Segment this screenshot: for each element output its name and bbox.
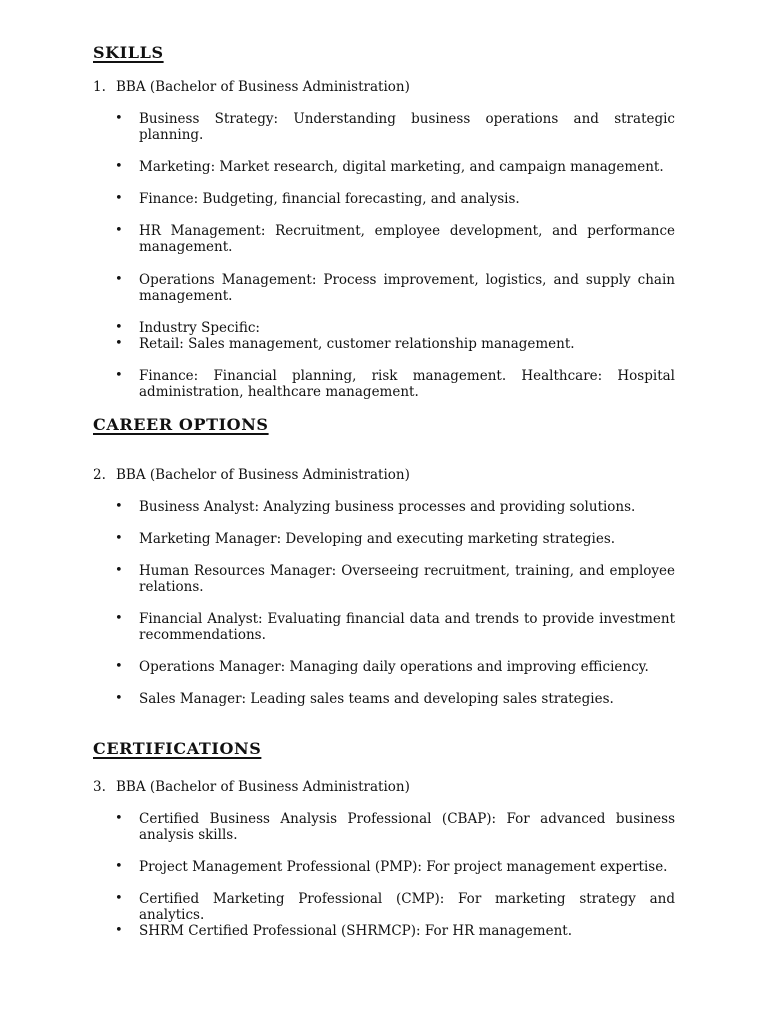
career-program: BBA (Bachelor of Business Administration) (116, 467, 410, 483)
skill-item (115, 320, 675, 336)
bullet-icon: • (115, 531, 123, 546)
career-item (115, 563, 675, 595)
skill-item-text: Industry Specific: (139, 320, 260, 336)
certification-item (115, 923, 675, 939)
skill-item-text: Operations Management: Process improvement, logistics, and supply chain management. (139, 272, 675, 304)
skill-item (115, 223, 675, 255)
skill-item-text: Marketing: Market research, digital marketing, and campaign management. (139, 159, 664, 175)
certification-item-text: SHRM Certified Professional (SHRMCP): For HR management. (139, 923, 572, 939)
certification-item-text: Certified Marketing Professional (CMP): For marketing strategy and analytics. (139, 891, 675, 923)
certification-item (115, 859, 675, 875)
certifications-number: 3. (93, 779, 106, 795)
career-item-text: Business Analyst: Analyzing business processes and providing solutions. (139, 499, 636, 515)
bullet-icon: • (115, 336, 123, 351)
career-program-line (93, 467, 410, 483)
bullet-icon: • (115, 891, 123, 906)
skills-number: 1. (93, 79, 106, 95)
career-item-text: Human Resources Manager: Overseeing recruitment, training, and employee relations. (139, 563, 675, 595)
skill-item-text: Finance: Financial planning, risk management. Healthcare: Hospital administration, healthcare management. (139, 368, 675, 400)
bullet-icon: • (115, 563, 123, 578)
bullet-icon: • (115, 111, 123, 126)
skills-program: BBA (Bachelor of Business Administration) (116, 79, 410, 95)
bullet-icon: • (115, 368, 123, 383)
career-item-text: Sales Manager: Leading sales teams and developing sales strategies. (139, 691, 614, 707)
certification-item (115, 891, 675, 923)
career-options-heading: CAREER OPTIONS (93, 415, 269, 434)
certifications-heading: CERTIFICATIONS (93, 739, 262, 758)
bullet-icon: • (115, 811, 123, 826)
skill-item (115, 159, 675, 175)
skill-item-text: HR Management: Recruitment, employee development, and performance management. (139, 223, 675, 255)
career-item-text: Operations Manager: Managing daily operations and improving efficiency. (139, 659, 649, 675)
career-item-text: Financial Analyst: Evaluating financial data and trends to provide investment recommendations. (139, 611, 675, 643)
career-item (115, 499, 675, 515)
skill-item (115, 336, 675, 352)
skills-program-line (93, 79, 410, 95)
bullet-icon: • (115, 499, 123, 514)
bullet-icon: • (115, 691, 123, 706)
bullet-icon: • (115, 611, 123, 626)
skill-item (115, 368, 675, 400)
career-number: 2. (93, 467, 106, 483)
career-item-text: Marketing Manager: Developing and executing marketing strategies. (139, 531, 616, 547)
bullet-icon: • (115, 320, 123, 335)
bullet-icon: • (115, 159, 123, 174)
skill-item (115, 272, 675, 304)
certifications-program: BBA (Bachelor of Business Administration) (116, 779, 410, 795)
certifications-program-line (93, 779, 410, 795)
career-item (115, 531, 675, 547)
skill-item (115, 191, 675, 207)
skill-item-text: Business Strategy: Understanding business operations and strategic planning. (139, 111, 675, 143)
bullet-icon: • (115, 223, 123, 238)
skills-heading: SKILLS (93, 43, 164, 62)
skill-item-text: Retail: Sales management, customer relationship management. (139, 336, 575, 352)
bullet-icon: • (115, 923, 123, 938)
career-item (115, 659, 675, 675)
certification-item-text: Certified Business Analysis Professional (CBAP): For advanced business analysis skills. (139, 811, 675, 843)
skill-item (115, 111, 675, 143)
career-item (115, 611, 675, 643)
career-item (115, 691, 675, 707)
certification-item (115, 811, 675, 843)
skill-item-text: Finance: Budgeting, financial forecasting, and analysis. (139, 191, 520, 207)
bullet-icon: • (115, 272, 123, 287)
bullet-icon: • (115, 659, 123, 674)
certification-item-text: Project Management Professional (PMP): For project management expertise. (139, 859, 668, 875)
bullet-icon: • (115, 191, 123, 206)
bullet-icon: • (115, 859, 123, 874)
